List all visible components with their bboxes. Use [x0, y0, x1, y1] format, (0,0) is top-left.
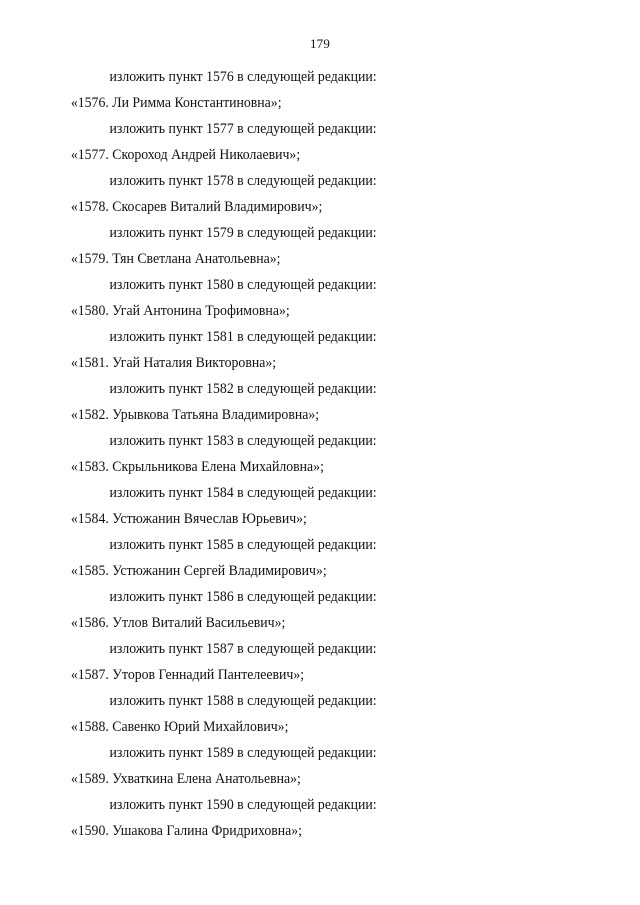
instruction-line: изложить пункт 1588 в следующей редакции:	[109, 693, 377, 709]
item-line: «1587. Уторов Геннадий Пантелеевич»;	[70, 667, 305, 683]
item-line: «1585. Устюжанин Сергей Владимирович»;	[70, 563, 327, 579]
item-line: «1588. Савенко Юрий Михайлович»;	[70, 719, 289, 735]
item-line: «1578. Скосарев Виталий Владимирович»;	[70, 199, 323, 215]
instruction-line: изложить пункт 1579 в следующей редакции:	[109, 225, 377, 241]
instruction-line: изложить пункт 1587 в следующей редакции:	[109, 641, 377, 657]
item-line: «1586. Утлов Виталий Васильевич»;	[70, 615, 286, 631]
instruction-line: изложить пункт 1576 в следующей редакции:	[109, 69, 377, 85]
instruction-line: изложить пункт 1590 в следующей редакции:	[109, 797, 377, 813]
instruction-line: изложить пункт 1578 в следующей редакции:	[109, 173, 377, 189]
document-body	[0, 64, 640, 844]
item-line: «1576. Ли Римма Константиновна»;	[70, 95, 282, 111]
instruction-line: изложить пункт 1582 в следующей редакции:	[109, 381, 377, 397]
item-line: «1581. Угай Наталия Викторовна»;	[70, 355, 277, 371]
item-line: «1577. Скороход Андрей Николаевич»;	[70, 147, 301, 163]
instruction-line: изложить пункт 1577 в следующей редакции:	[109, 121, 377, 137]
instruction-line: изложить пункт 1581 в следующей редакции:	[109, 329, 377, 345]
item-line: «1582. Урывкова Татьяна Владимировна»;	[70, 407, 320, 423]
item-line: «1579. Тян Светлана Анатольевна»;	[70, 251, 281, 267]
item-line: «1583. Скрыльникова Елена Михайловна»;	[70, 459, 324, 475]
instruction-line: изложить пункт 1584 в следующей редакции:	[109, 485, 377, 501]
instruction-line: изложить пункт 1583 в следующей редакции:	[109, 433, 377, 449]
item-line: «1580. Угай Антонина Трофимовна»;	[70, 303, 290, 319]
item-line: «1584. Устюжанин Вячеслав Юрьевич»;	[70, 511, 307, 527]
instruction-line: изложить пункт 1580 в следующей редакции:	[109, 277, 377, 293]
instruction-line: изложить пункт 1585 в следующей редакции:	[109, 537, 377, 553]
instruction-line: изложить пункт 1586 в следующей редакции:	[109, 589, 377, 605]
instruction-line: изложить пункт 1589 в следующей редакции:	[109, 745, 377, 761]
item-line: «1590. Ушакова Галина Фридриховна»;	[70, 823, 303, 839]
page-number: 179	[309, 36, 331, 51]
item-line: «1589. Ухваткина Елена Анатольевна»;	[70, 771, 301, 787]
